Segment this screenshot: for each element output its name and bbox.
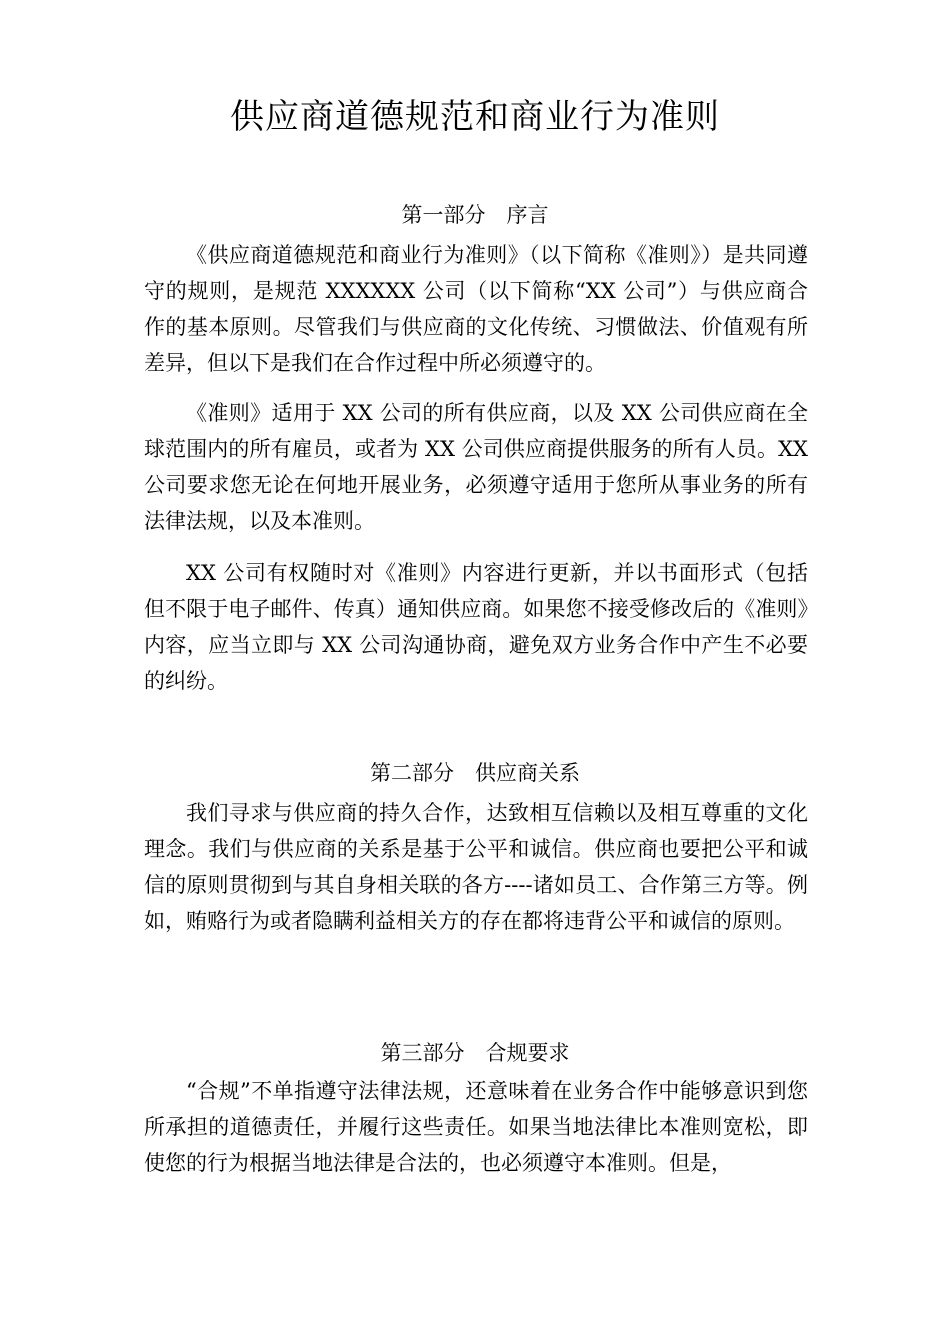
paragraph: “合规”不单指遵守法律法规，还意味着在业务合作中能够意识到您所承担的道德责任，并履行这些责任。如果当地法律比本准则宽松，即使您的行为根据当地法律是合法的，也必须遵守本准则。但是， — [144, 1079, 808, 1175]
paragraph: 《准则》适用于 XX 公司的所有供应商，以及 XX 公司供应商在全球范围内的所有雇员，或者为 XX 公司供应商提供服务的所有人员。XX 公司要求您无论在何地开展业务，必须遵守适用于您所从事业务的所有法律法规，以及本准则。 — [144, 401, 808, 533]
section-heading-compliance: 第三部分 合规要求 — [380, 1041, 570, 1065]
document-title: 供应商道德规范和商业行为准则 — [230, 97, 720, 137]
paragraph: 《供应商道德规范和商业行为准则》（以下简称《准则》）是共同遵守的规则，是规范 XXXXXX 公司（以下简称“XX 公司”）与供应商合作的基本原则。尽管我们与供应商的文化传统、习惯做法、价值观有所差异，但以下是我们在合作过程中所必须遵守的。 — [144, 243, 808, 375]
section-heading-supplier-relations: 第二部分 供应商关系 — [370, 761, 580, 785]
paragraph: XX 公司有权随时对《准则》内容进行更新，并以书面形式（包括但不限于电子邮件、传真）通知供应商。如果您不接受修改后的《准则》内容，应当立即与 XX 公司沟通协商，避免双方业务合作中产生不必要的纠纷。 — [144, 561, 808, 693]
paragraph: 我们寻求与供应商的持久合作，达致相互信赖以及相互尊重的文化理念。我们与供应商的关系是基于公平和诚信。供应商也要把公平和诚信的原则贯彻到与其自身相关联的各方----诸如员工、合作第三方等。例如，贿赂行为或者隐瞒利益相关方的存在都将违背公平和诚信的原则。 — [144, 801, 808, 933]
section-heading-preface: 第一部分 序言 — [401, 203, 549, 227]
